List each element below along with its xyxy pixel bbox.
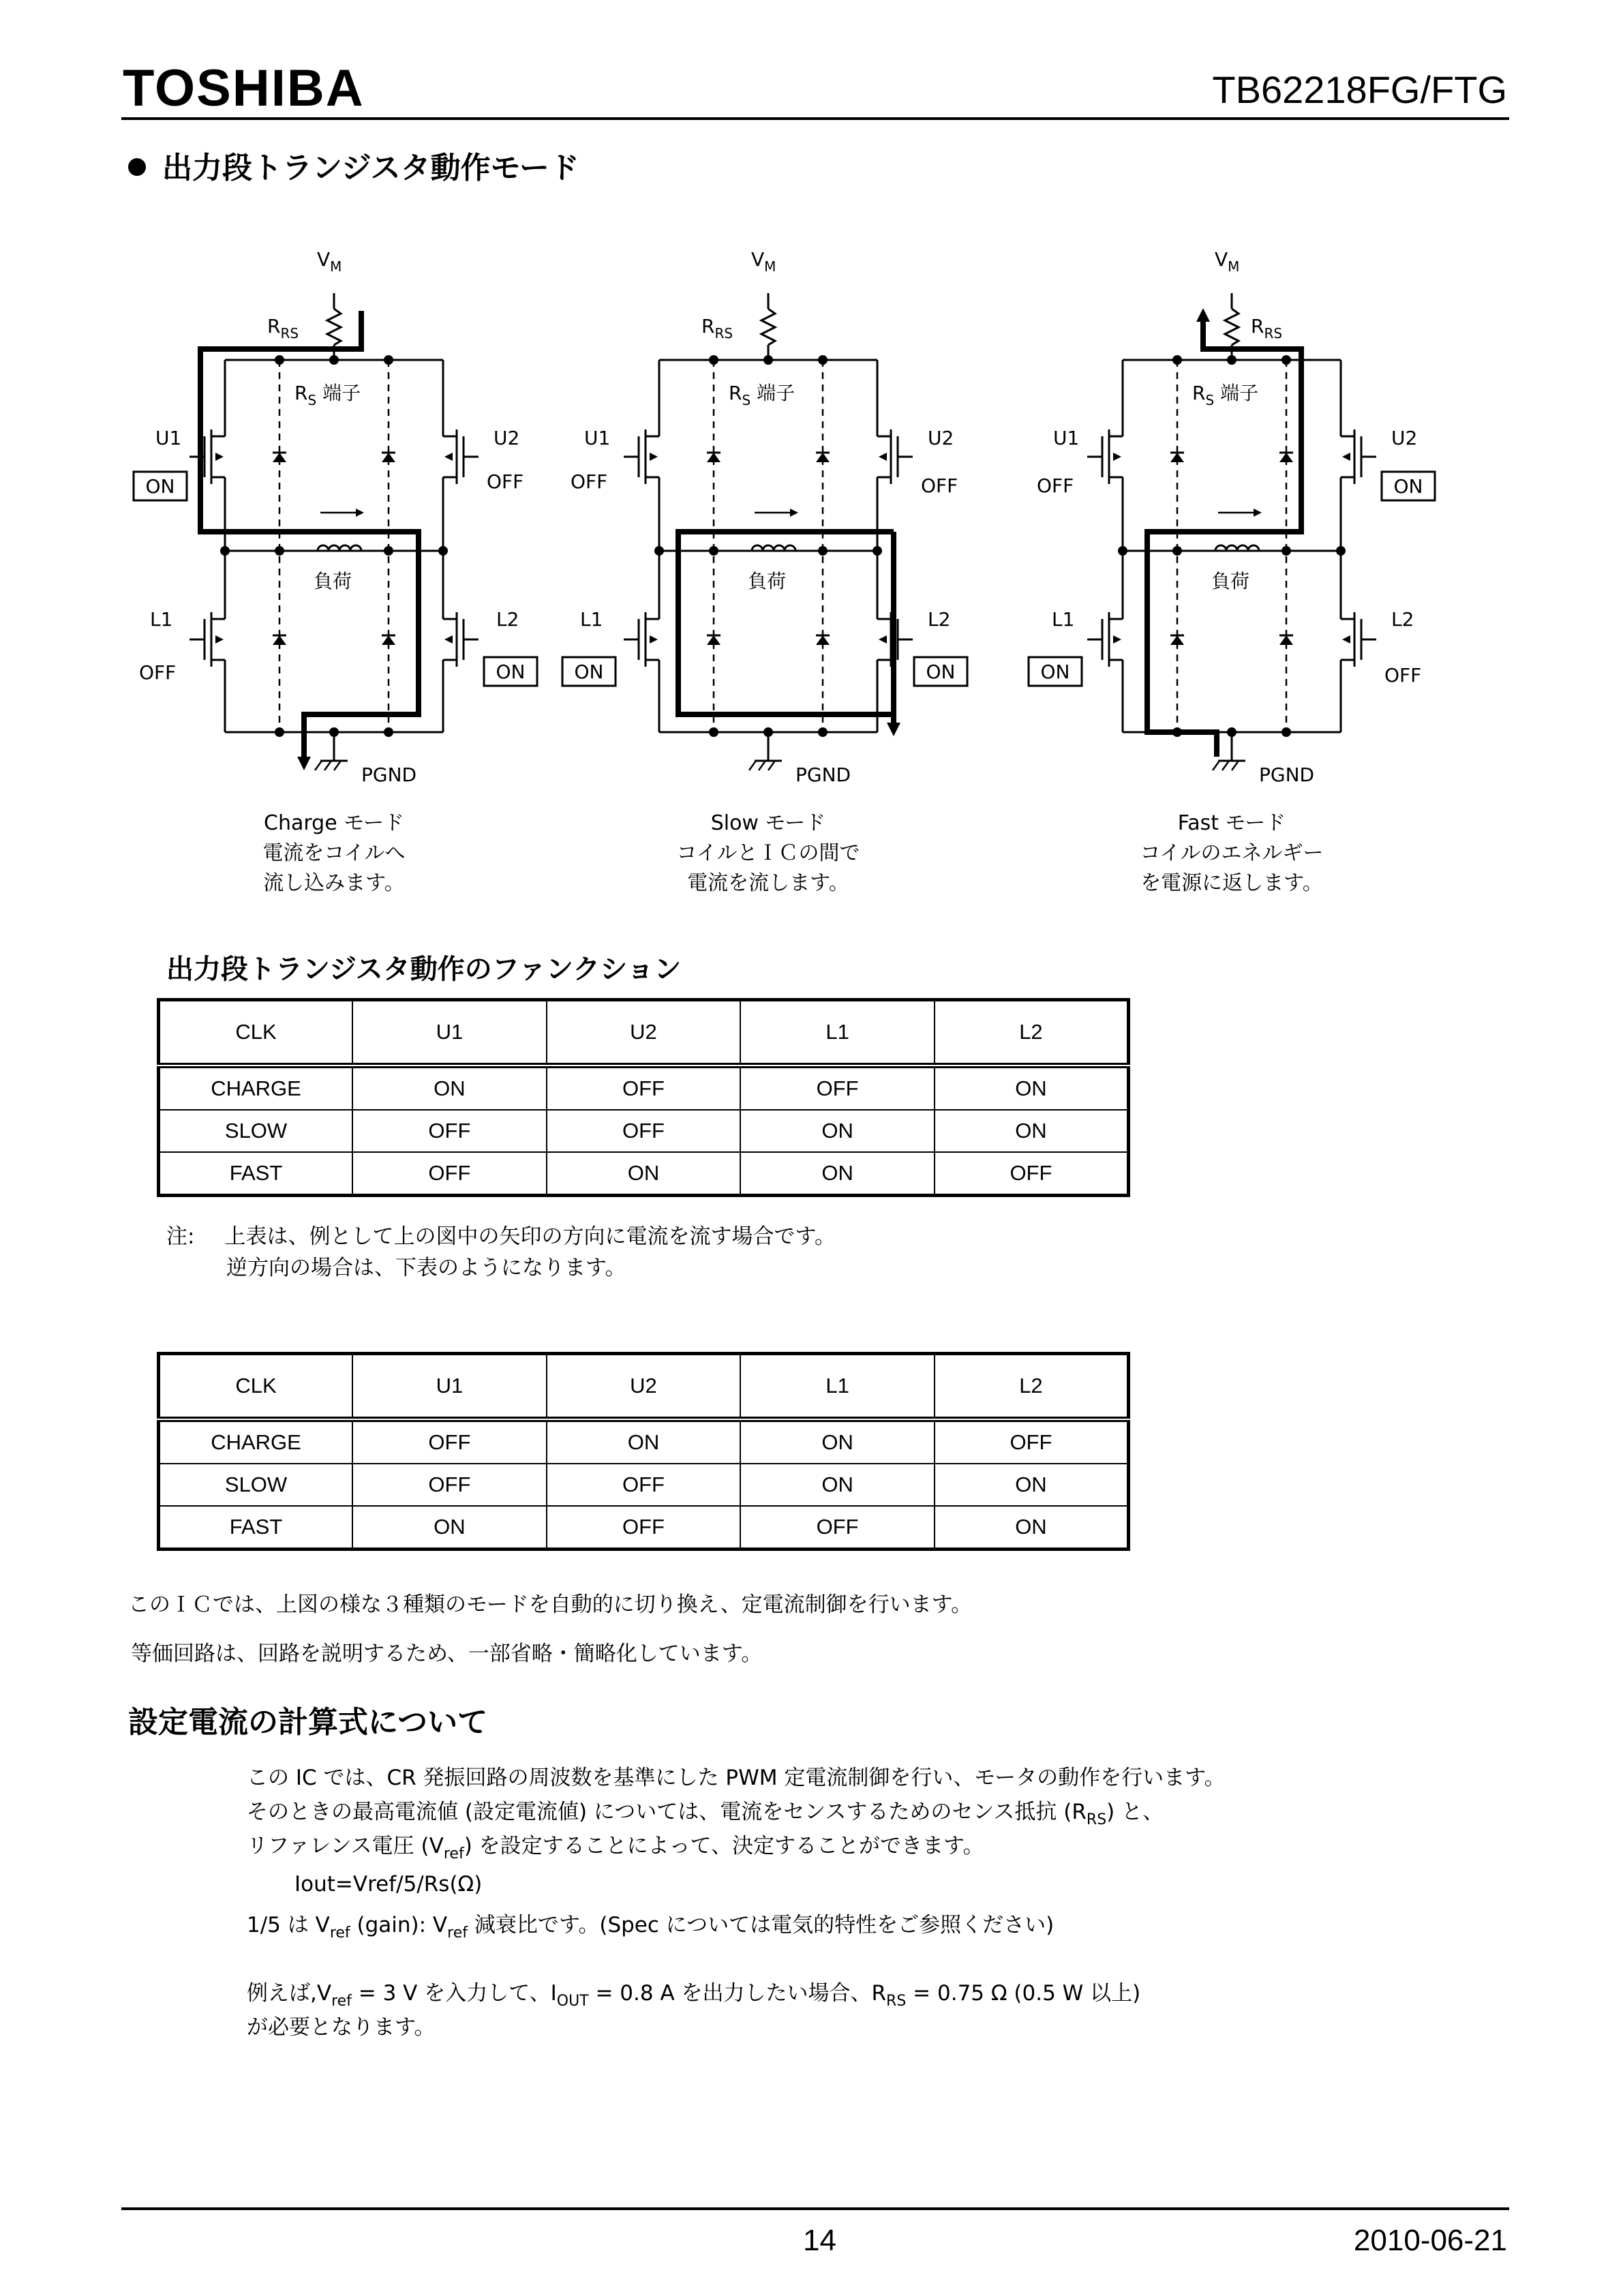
note-line-1	[166, 1224, 836, 1250]
rrs-label: $R_{RS}$	[701, 315, 733, 342]
table-row	[159, 1066, 1129, 1110]
mode-name: Fast モード	[1177, 811, 1286, 835]
table-cell: OFF	[740, 1066, 935, 1110]
u1-state: OFF	[571, 470, 608, 493]
current-arrow	[887, 723, 900, 736]
l2-label: L2	[1391, 608, 1414, 631]
table-cell: OFF	[352, 1464, 547, 1506]
u2-state: OFF	[921, 474, 958, 497]
l2-state: OFF	[1384, 664, 1422, 686]
vm-label: $V_M$	[1215, 248, 1240, 275]
l1-state: ON	[574, 661, 604, 683]
table-cell: FAST	[159, 1506, 353, 1550]
part-number: TB62218FG/FTG	[1212, 68, 1507, 111]
table-cell: ON	[547, 1419, 741, 1464]
l2-state: ON	[926, 661, 956, 683]
table-cell: OFF	[352, 1110, 547, 1152]
header-cell: L2	[935, 1000, 1129, 1066]
header-cell: U1	[352, 1000, 547, 1066]
header-cell: U1	[352, 1354, 547, 1420]
l1-state: ON	[1040, 661, 1070, 683]
page-number: 14	[803, 2224, 836, 2257]
table-header-row	[159, 1000, 1129, 1066]
table-cell: FAST	[159, 1152, 353, 1196]
pgnd-label: PGND	[361, 764, 417, 786]
function-table-reverse	[157, 1352, 1130, 1551]
rs-terminal-label: $R_S$ 端子	[294, 382, 361, 408]
calc-line-2: そのときの最高電流値 (設定電流値) については、電流をセンスするためのセンス抵抗 $(R_{RS})$ と、	[247, 1800, 1164, 1828]
header-cell: L1	[740, 1354, 935, 1420]
charge-mode-caption	[177, 809, 491, 898]
u1-label: U1	[155, 427, 182, 449]
l1-state: OFF	[139, 661, 177, 684]
example-line-2: が必要となります。	[247, 2015, 436, 2040]
table-cell: ON	[547, 1152, 741, 1196]
mode-desc-line: を電源に返します。	[1140, 871, 1323, 895]
l1-label: L1	[150, 608, 173, 631]
current-formula: Iout=Vref/5/Rs(Ω)	[294, 1872, 483, 1897]
mode-desc-line: コイルとＩＣの間で	[676, 841, 860, 865]
mode-desc-line: 流し込みます。	[263, 871, 405, 895]
slow-mode-diagram	[562, 248, 967, 786]
calc-line-1: この IC では、CR 発振回路の周波数を基準にした PWM 定電流制御を行い、モータの動作を行います。	[247, 1766, 1226, 1790]
u2-label: U2	[494, 427, 520, 449]
vm-label: $V_M$	[317, 248, 342, 275]
load-label: 負荷	[314, 570, 352, 592]
current-arrow	[1196, 308, 1210, 322]
u2-label: U2	[1391, 427, 1418, 449]
mode-name: Charge モード	[264, 811, 404, 835]
mode-name: Slow モード	[710, 811, 826, 835]
header-cell: L2	[935, 1354, 1129, 1420]
l1-label: L1	[580, 608, 603, 631]
calc-section-title: 設定電流の計算式について	[128, 1705, 488, 1740]
table-row	[159, 1419, 1129, 1464]
table-cell: OFF	[935, 1152, 1129, 1196]
table-cell: OFF	[935, 1419, 1129, 1464]
l2-label: L2	[928, 608, 951, 631]
table-cell: ON	[935, 1506, 1129, 1550]
table-row	[159, 1110, 1129, 1152]
current-path	[678, 532, 894, 714]
table-cell: CHARGE	[159, 1419, 353, 1464]
gain-note: 1/5 は $V_{ref}$ (gain): $V_{ref}$ 減衰比です。(Spec については電気的特性をご参照ください)	[247, 1913, 1055, 1942]
slow-mode-caption	[611, 809, 925, 898]
fast-mode-diagram	[1029, 248, 1435, 786]
table-cell: CHARGE	[159, 1066, 353, 1110]
table-cell: OFF	[352, 1419, 547, 1464]
u1-state: OFF	[1037, 474, 1074, 497]
header-cell: CLK	[159, 1000, 353, 1066]
rrs-label: $R_{RS}$	[267, 315, 299, 342]
function-table-forward	[157, 998, 1130, 1197]
mode-desc-line: 電流をコイルへ	[262, 841, 406, 865]
toshiba-logo: TOSHIBA	[123, 59, 365, 117]
h-bridge-diagrams	[0, 0, 1623, 941]
note-line-2: 逆方向の場合は、下表のようになります。	[226, 1256, 626, 1280]
pgnd-label: PGND	[795, 764, 851, 786]
table-cell: ON	[740, 1419, 935, 1464]
rrs-label: $R_{RS}$	[1251, 315, 1283, 342]
table-cell: OFF	[547, 1506, 741, 1550]
table-cell: OFF	[547, 1110, 741, 1152]
table-title: 出力段トランジスタ動作のファンクション	[166, 954, 682, 985]
u2-label: U2	[928, 427, 954, 449]
description-line: 等価回路は、回路を説明するため、一部省略・簡略化しています。	[131, 1642, 763, 1666]
note-text: 上表は、例として上の図中の矢印の方向に電流を流す場合です。	[224, 1224, 836, 1249]
table-cell: ON	[352, 1506, 547, 1550]
example-line-1: 例えば$,V_{ref} = 3$ V を入力して、$I_{OUT} = 0.8$ A を出力したい場合、$R_{RS} = 0.75$ Ω (0.5 W 以上)	[247, 1981, 1141, 2010]
fast-mode-caption	[1075, 809, 1389, 898]
mode-desc-line: コイルのエネルギー	[1140, 841, 1324, 865]
u2-state: ON	[1393, 475, 1423, 498]
table-cell: OFF	[352, 1152, 547, 1196]
header-cell: L1	[740, 1000, 935, 1066]
table-cell: ON	[740, 1464, 935, 1506]
mode-desc-line: 電流を流します。	[687, 871, 849, 895]
document-date: 2010-06-21	[1353, 2224, 1507, 2257]
table-row	[159, 1152, 1129, 1196]
header-cell: U2	[547, 1000, 741, 1066]
table-cell: ON	[935, 1464, 1129, 1506]
table-cell: ON	[740, 1110, 935, 1152]
table-cell: OFF	[740, 1506, 935, 1550]
current-path	[200, 311, 419, 757]
rs-terminal-label: $R_S$ 端子	[1192, 382, 1259, 408]
header-cell: CLK	[159, 1354, 353, 1420]
table-cell: SLOW	[159, 1110, 353, 1152]
u1-state: ON	[145, 475, 175, 498]
note-lead: 注:	[166, 1224, 195, 1249]
table-cell: ON	[740, 1152, 935, 1196]
description-line: このＩＣでは、上図の様な３種類のモードを自動的に切り換え、定電流制御を行います。	[128, 1592, 973, 1617]
table-cell: ON	[935, 1066, 1129, 1110]
table-cell: SLOW	[159, 1464, 353, 1506]
section-title-text: 出力段トランジスタ動作モード	[162, 151, 579, 185]
vm-label: $V_M$	[751, 248, 776, 275]
u1-label: U1	[584, 427, 611, 449]
table-cell: OFF	[547, 1066, 741, 1110]
header-cell: U2	[547, 1354, 741, 1420]
load-label: 負荷	[1211, 570, 1250, 592]
table-cell: OFF	[547, 1464, 741, 1506]
rs-terminal-label: $R_S$ 端子	[729, 382, 795, 408]
pgnd-label: PGND	[1259, 764, 1315, 786]
calc-line-3: リファレンス電圧 $(V_{ref})$ を設定することによって、決定することができます。	[247, 1834, 984, 1862]
table-header-row	[159, 1354, 1129, 1420]
table-row	[159, 1464, 1129, 1506]
u2-state: OFF	[487, 470, 524, 493]
l1-label: L1	[1052, 608, 1075, 631]
table-cell: ON	[935, 1110, 1129, 1152]
charge-mode-diagram	[134, 248, 537, 786]
l2-label: L2	[496, 608, 519, 631]
table-row	[159, 1506, 1129, 1550]
current-arrow	[297, 757, 311, 770]
l2-state: ON	[496, 661, 526, 683]
table-cell: ON	[352, 1066, 547, 1110]
footer-rule	[121, 2207, 1509, 2210]
load-label: 負荷	[748, 570, 787, 592]
u1-label: U1	[1053, 427, 1080, 449]
